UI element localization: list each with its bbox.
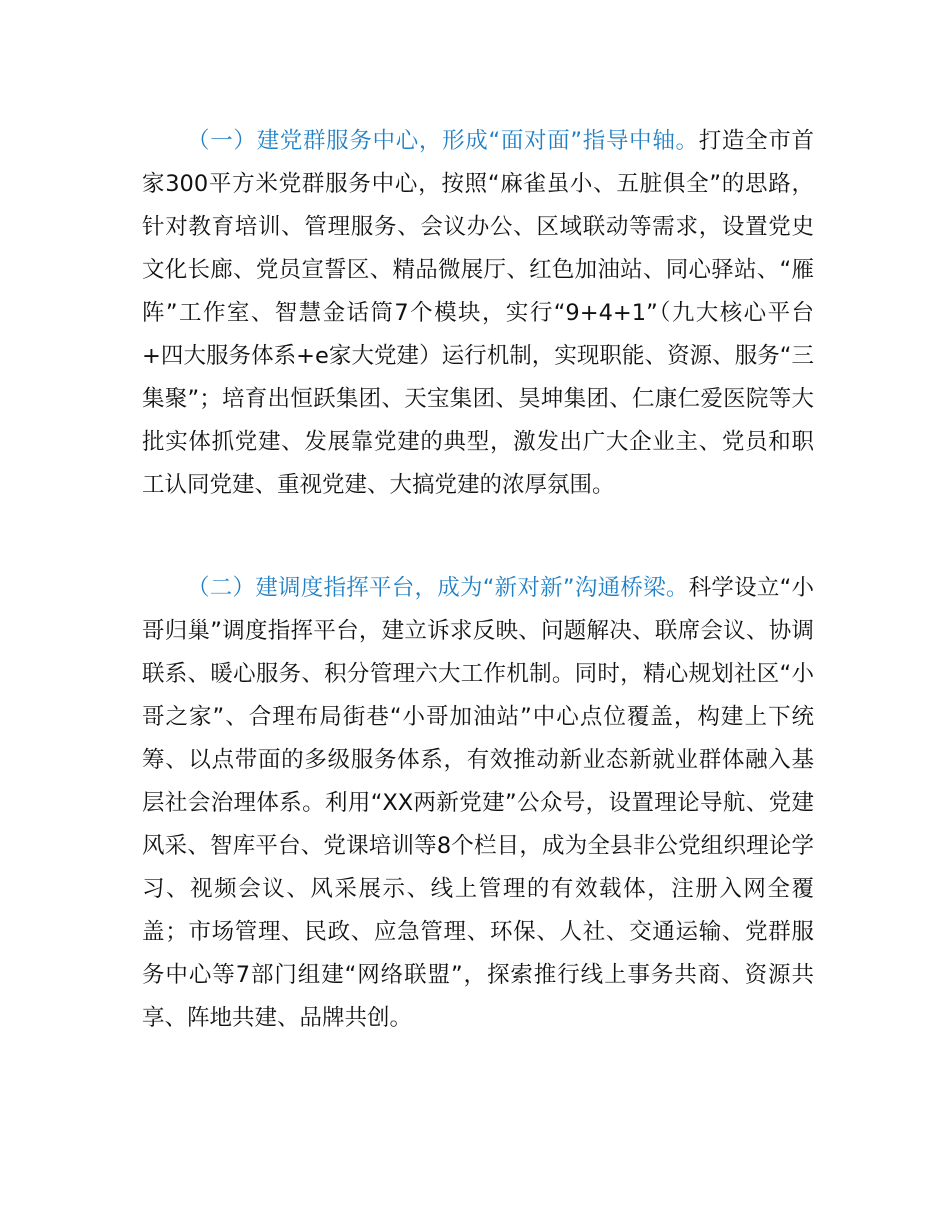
paragraph-2 <box>142 567 814 1040</box>
section-1-body: 打造全市首家300平方米党群服务中心，按照“麻雀虽小、五脏俱全”的思路，针对教育培训、管理服务、会议办公、区域联动等需求，设置党史文化长廊、党员宣誓区、精品微展厅、红色加油站、同心驿站、“雁阵”工作室、智慧金话筒7个模块，实行“9+4+1”（九大核心平台+四大服务体系+e家大党建）运行机制，实现职能、资源、服务“三集聚”；培育出恒跃集团、天宝集团、昊坤集团、仁康仁爱医院等大批实体抓党建、发展靠党建的典型，激发出广大企业主、党员和职工认同党建、重视党建、大搞党建的浓厚氛围。 <box>142 128 814 498</box>
section-1-heading: （一）建党群服务中心，形成“面对面”指导中轴。 <box>187 128 699 154</box>
paragraph-1 <box>142 120 814 507</box>
section-2-heading: （二）建调度指挥平台，成为“新对新”沟通桥梁。 <box>187 575 689 601</box>
section-2-body: 科学设立“小哥归巢”调度指挥平台，建立诉求反映、问题解决、联席会议、协调联系、暖心服务、积分管理六大工作机制。同时，精心规划社区“小哥之家”、合理布局街巷“小哥加油站”中心点位覆盖，构建上下统筹、以点带面的多级服务体系，有效推动新业态新就业群体融入基层社会治理体系。利用“XX两新党建”公众号，设置理论导航、党建风采、智库平台、党课培训等8个栏目，成为全县非公党组织理论学习、视频会议、风采展示、线上管理的有效载体，注册入网全覆盖；市场管理、民政、应急管理、环保、人社、交通运输、党群服务中心等7部门组建“网络联盟”，探索推行线上事务共商、资源共享、阵地共建、品牌共创。 <box>142 575 814 1031</box>
